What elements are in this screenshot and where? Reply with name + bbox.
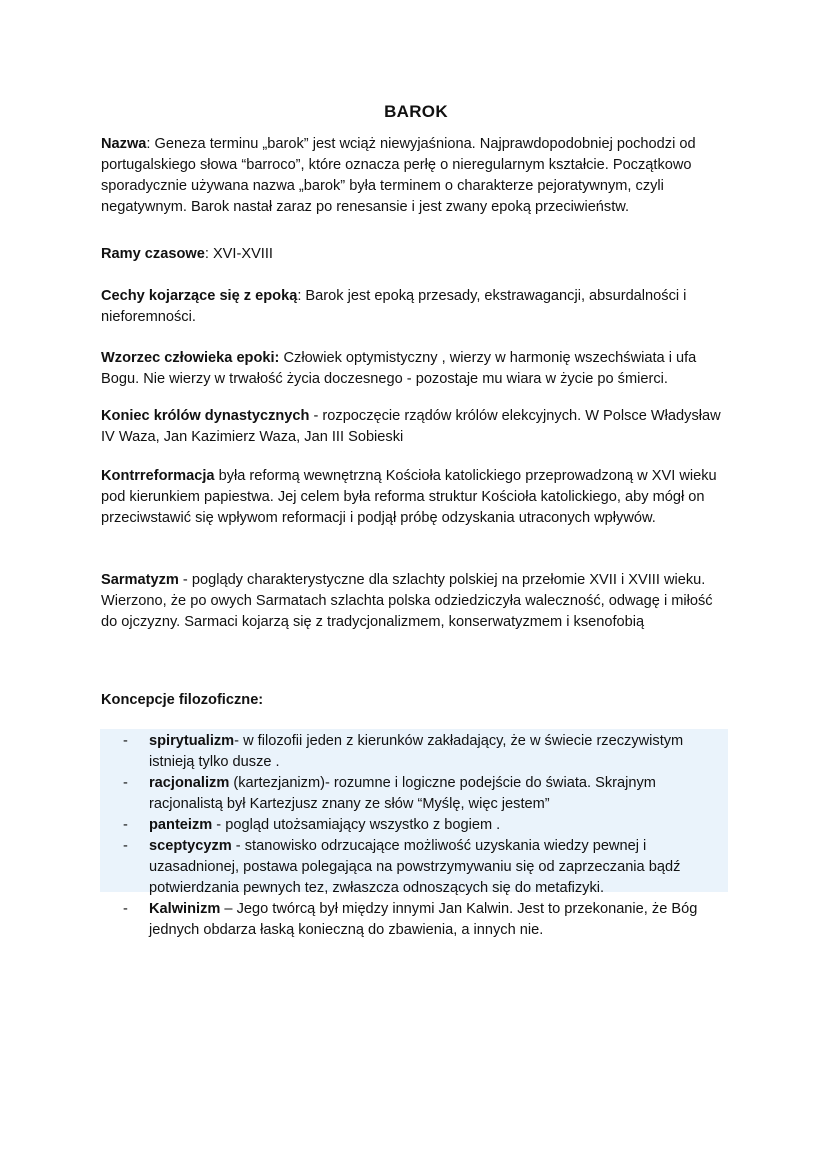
list-item-term: panteizm xyxy=(149,817,213,833)
section-term: Cechy kojarzące się z epoką xyxy=(101,288,298,304)
section-term: Nazwa xyxy=(101,136,147,152)
list-item-spirytualizm xyxy=(101,731,731,773)
bullet-dash: - xyxy=(123,901,128,917)
section-text: rozpoczęcie rządów królów elekcyjnych. W Polsce Władysław IV Waza, Jan Kazimierz Waza, Jan III Sobieski xyxy=(101,408,721,445)
section-text: Barok jest epoką przesady, ekstrawagancji, absurdalności i nieforemności. xyxy=(101,288,687,325)
list-item-separator: - xyxy=(231,838,245,854)
section-text: poglądy charakterystyczne dla szlachty polskiej na przełomie XVII i XVIII wieku. Wierzono, że po owych Sarmatach szlachta polska odziedziczyła waleczność, odwagę i miłość do ojczyzny. Sarmaci kojarzą się z tradycjonalizmem, konserwatyzmem i ksenofobią xyxy=(101,572,713,630)
bullet-dash: - xyxy=(123,838,128,854)
list-item-separator: - xyxy=(234,733,244,749)
section-text: XVI-XVIII xyxy=(212,246,273,262)
bullet-dash: - xyxy=(123,817,128,833)
section-term: Sarmatyzm xyxy=(101,572,179,588)
section-separator: : xyxy=(204,246,213,262)
list-item-separator: – xyxy=(220,901,237,917)
philosophy-heading xyxy=(101,690,731,711)
section-sarmatyzm xyxy=(101,570,731,633)
list-item-term: spirytualizm xyxy=(149,733,235,749)
bullet-dash: - xyxy=(123,733,128,749)
section-wzorzec-czlowieka xyxy=(101,348,731,390)
section-separator: - xyxy=(178,572,192,588)
list-item-text: pogląd utożsamiający wszystko z bogiem . xyxy=(225,817,501,833)
philosophy-heading-text: Koncepcje filozoficzne: xyxy=(101,692,264,708)
section-text: była reformą wewnętrzną Kościoła katolickiego przeprowadzoną w XVI wieku pod kierunkiem papiestwa. Jej celem była reforma struktur Kościoła katolickiego, aby mógł on przeciwstawić się wpływom reformacji i podjął próbę odzyskania utraconych wpływów. xyxy=(101,468,717,526)
section-nazwa xyxy=(101,134,731,218)
section-term: Kontrreformacja xyxy=(101,468,215,484)
list-item-separator: - xyxy=(212,817,226,833)
section-cechy-epoki xyxy=(101,286,731,328)
section-term: Wzorzec człowieka epoki: xyxy=(101,350,280,366)
list-item-text: w filozofii jeden z kierunków zakładający, że w świecie rzeczywistym istnieją tylko dusze . xyxy=(149,733,684,770)
list-item-kalwinizm xyxy=(101,899,731,941)
list-item-term: Kalwinizm xyxy=(149,901,221,917)
list-item-text: Jego twórcą był między innymi Jan Kalwin. Jest to przekonanie, że Bóg jednych obdarza łaską konieczną do zbawienia, a innych nie. xyxy=(149,901,698,938)
philosophy-list xyxy=(101,731,731,941)
list-item-text: stanowisko odrzucające możliwość uzyskania wiedzy pewnej i uzasadnionej, postawa polegająca na powstrzymywaniu się od zaprzeczania bądź potwierdzania pewnych tez, zwłaszcza odnoszących się do metafizyki. xyxy=(149,838,681,896)
document-title: BAROK xyxy=(384,102,448,121)
section-term: Ramy czasowe xyxy=(101,246,205,262)
section-separator: : xyxy=(297,288,306,304)
list-item-sceptycyzm xyxy=(101,836,731,899)
list-item-panteizm xyxy=(101,815,731,836)
section-text: Geneza terminu „barok” jest wciąż niewyjaśniona. Najprawdopodobniej pochodzi od portugalskiego słowa “barroco”, które oznacza perłę o nieregularnym kształcie. Początkowo sporadycznie używana nazwa „barok” była terminem o charakterze pejoratywnym, czyli negatywnym. Barok nastał zaraz po renesansie i jest zwany epoką przeciwieństw. xyxy=(101,136,696,215)
section-kontrreformacja xyxy=(101,466,731,529)
section-text: Człowiek optymistyczny , wierzy w harmonię wszechświata i ufa Bogu. Nie wierzy w trwałość życia doczesnego - pozostaje mu wiara w życie po śmierci. xyxy=(101,350,697,387)
section-separator: - xyxy=(309,408,323,424)
list-item-racjonalizm xyxy=(101,773,731,815)
list-item-term: sceptycyzm xyxy=(149,838,232,854)
section-ramy-czasowe xyxy=(101,244,731,265)
list-item-term: racjonalizm xyxy=(149,775,230,791)
bullet-dash: - xyxy=(123,775,128,791)
list-item-text: (kartezjanizm)- rozumne i logiczne podejście do świata. Skrajnym racjonalistą był Kartezjusz znany ze słów “Myślę, więc jestem” xyxy=(149,775,656,812)
section-term: Koniec królów dynastycznych xyxy=(101,408,310,424)
section-koniec-krolow xyxy=(101,406,731,448)
section-separator: : xyxy=(146,136,155,152)
